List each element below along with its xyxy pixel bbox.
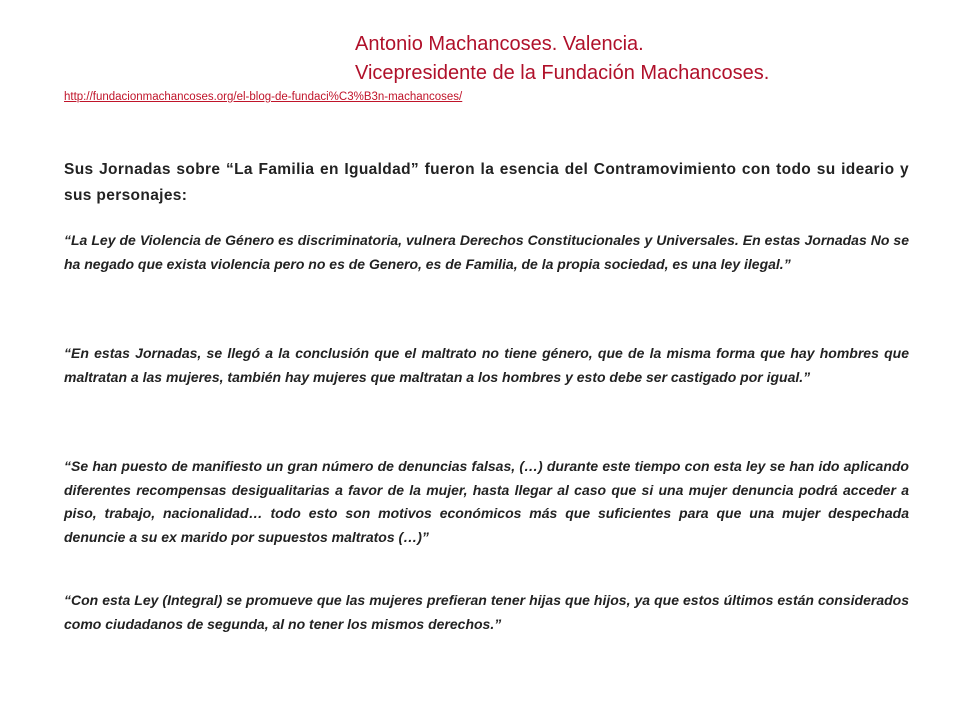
quote-1: “La Ley de Violencia de Género es discriminatoria, vulnera Derechos Constitucionales y Universales. En estas Jornadas No se ha negado que exista violencia pero no es de Genero, es de Familia, de la propia sociedad, es una ley ilegal.” (64, 232, 909, 272)
intro-paragraph: Sus Jornadas sobre “La Familia en Igualdad” fueron la esencia del Contramovimiento con todo su ideario y sus personajes: (64, 161, 909, 204)
quote-3: “Se han puesto de manifiesto un gran número de denuncias falsas, (…) durante este tiempo con esta ley se han ido aplicando diferentes recompensas desigualitarias a favor de la mujer, hasta llegar al caso que si una mujer denuncia podrá acceder a piso, trabajo, nacionalidad… todo esto son motivos económicos más que suficientes para que una mujer despechada denuncie a su ex marido por supuestos maltratos (…)” (64, 458, 909, 545)
blog-link[interactable]: http://fundacionmachancoses.org/el-blog-de-fundaci%C3%B3n-machancoses/ (64, 91, 463, 103)
title-author: Antonio Machancoses. Valencia. (355, 33, 644, 55)
quote-4: “Con esta Ley (Integral) se promueve que las mujeres prefieran tener hijas que hijos, ya que estos últimos están considerados como ciudadanos de segunda, al no tener los mismos derechos.” (64, 592, 909, 632)
quote-2: “En estas Jornadas, se llegó a la conclusión que el maltrato no tiene género, que de la misma forma que hay hombres que maltratan a las mujeres, también hay mujeres que maltratan a los hombres y esto debe ser castigado por igual.” (64, 345, 909, 385)
title-block (355, 30, 935, 88)
title-position: Vicepresidente de la Fundación Machancoses. (355, 62, 770, 84)
